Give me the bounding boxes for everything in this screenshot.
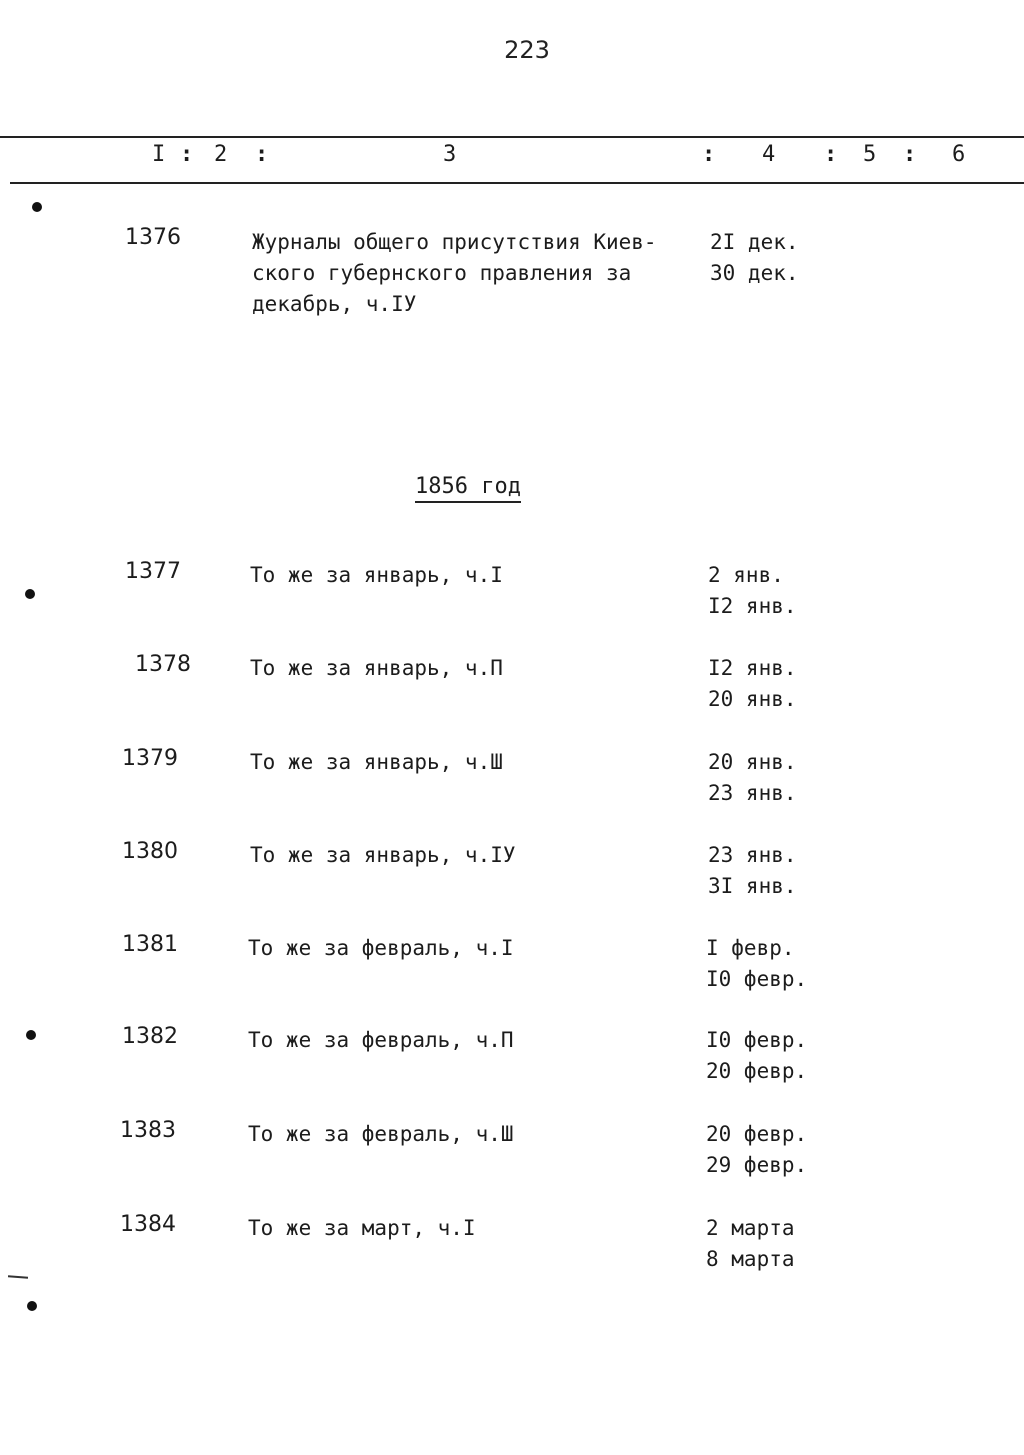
entry-number: 1376 (125, 225, 181, 250)
binding-hole-mark (27, 1301, 37, 1311)
entry-number: 1382 (122, 1024, 178, 1049)
date-from: 2 янв. (708, 563, 784, 587)
column-number-6: 6 (952, 142, 966, 167)
date-to: 8 марта (706, 1247, 795, 1271)
date-from: 20 февр. (706, 1122, 808, 1146)
date-to: 23 янв. (708, 781, 797, 805)
column-number-2: 2 (214, 142, 228, 167)
entry-title-line: ского губернского правления за (252, 261, 632, 285)
header-rule-bottom (10, 182, 1024, 184)
date-from: I0 февр. (706, 1028, 808, 1052)
page-number: 223 (504, 36, 550, 64)
entry-title-line: декабрь, ч.IУ (252, 292, 417, 316)
date-to: 20 февр. (706, 1059, 808, 1083)
entry-title-line: То же за январь, ч.IУ (250, 843, 516, 867)
entry-title-line: То же за январь, ч.Ш (250, 750, 503, 774)
column-separator: : (255, 142, 269, 167)
entry-number: 1378 (135, 652, 191, 677)
column-number-1: I (152, 142, 166, 167)
binding-hole-mark (26, 1030, 36, 1040)
date-to: 29 февр. (706, 1153, 808, 1177)
date-to: 30 дек. (710, 261, 799, 285)
entry-number: 1379 (122, 746, 178, 771)
margin-pen-mark (8, 1275, 28, 1278)
date-from: 2I дек. (710, 230, 799, 254)
header-rule-top (0, 136, 1024, 138)
column-number-5: 5 (863, 142, 877, 167)
date-to: I2 янв. (708, 594, 797, 618)
date-from: I2 янв. (708, 656, 797, 680)
date-from: 20 янв. (708, 750, 797, 774)
date-to: 3I янв. (708, 874, 797, 898)
entry-title-line: То же за февраль, ч.Ш (248, 1122, 514, 1146)
entry-number: 1383 (120, 1118, 176, 1143)
entry-number: 1384 (120, 1212, 176, 1237)
date-from: 2 марта (706, 1216, 795, 1240)
binding-hole-mark (25, 589, 35, 599)
column-number-3: 3 (443, 142, 457, 167)
date-from: I февр. (706, 936, 795, 960)
column-separator: : (903, 142, 917, 167)
section-heading: 1856 год (415, 474, 521, 503)
entry-number: 1380 (122, 839, 178, 864)
entry-title-line: То же за январь, ч.I (250, 563, 503, 587)
entry-title-line: То же за февраль, ч.I (248, 936, 514, 960)
entry-number: 1377 (125, 559, 181, 584)
entry-title-line: То же за март, ч.I (248, 1216, 476, 1240)
entry-title-line: То же за январь, ч.П (250, 656, 503, 680)
entry-title-line: То же за февраль, ч.П (248, 1028, 514, 1052)
column-separator: : (180, 142, 194, 167)
column-number-4: 4 (762, 142, 776, 167)
entry-number: 1381 (122, 932, 178, 957)
column-separator: : (702, 142, 716, 167)
binding-hole-mark (32, 202, 42, 212)
date-to: 20 янв. (708, 687, 797, 711)
column-separator: : (824, 142, 838, 167)
entry-title-line: Журналы общего присутствия Киев- (252, 230, 657, 254)
date-from: 23 янв. (708, 843, 797, 867)
date-to: I0 февр. (706, 967, 808, 991)
